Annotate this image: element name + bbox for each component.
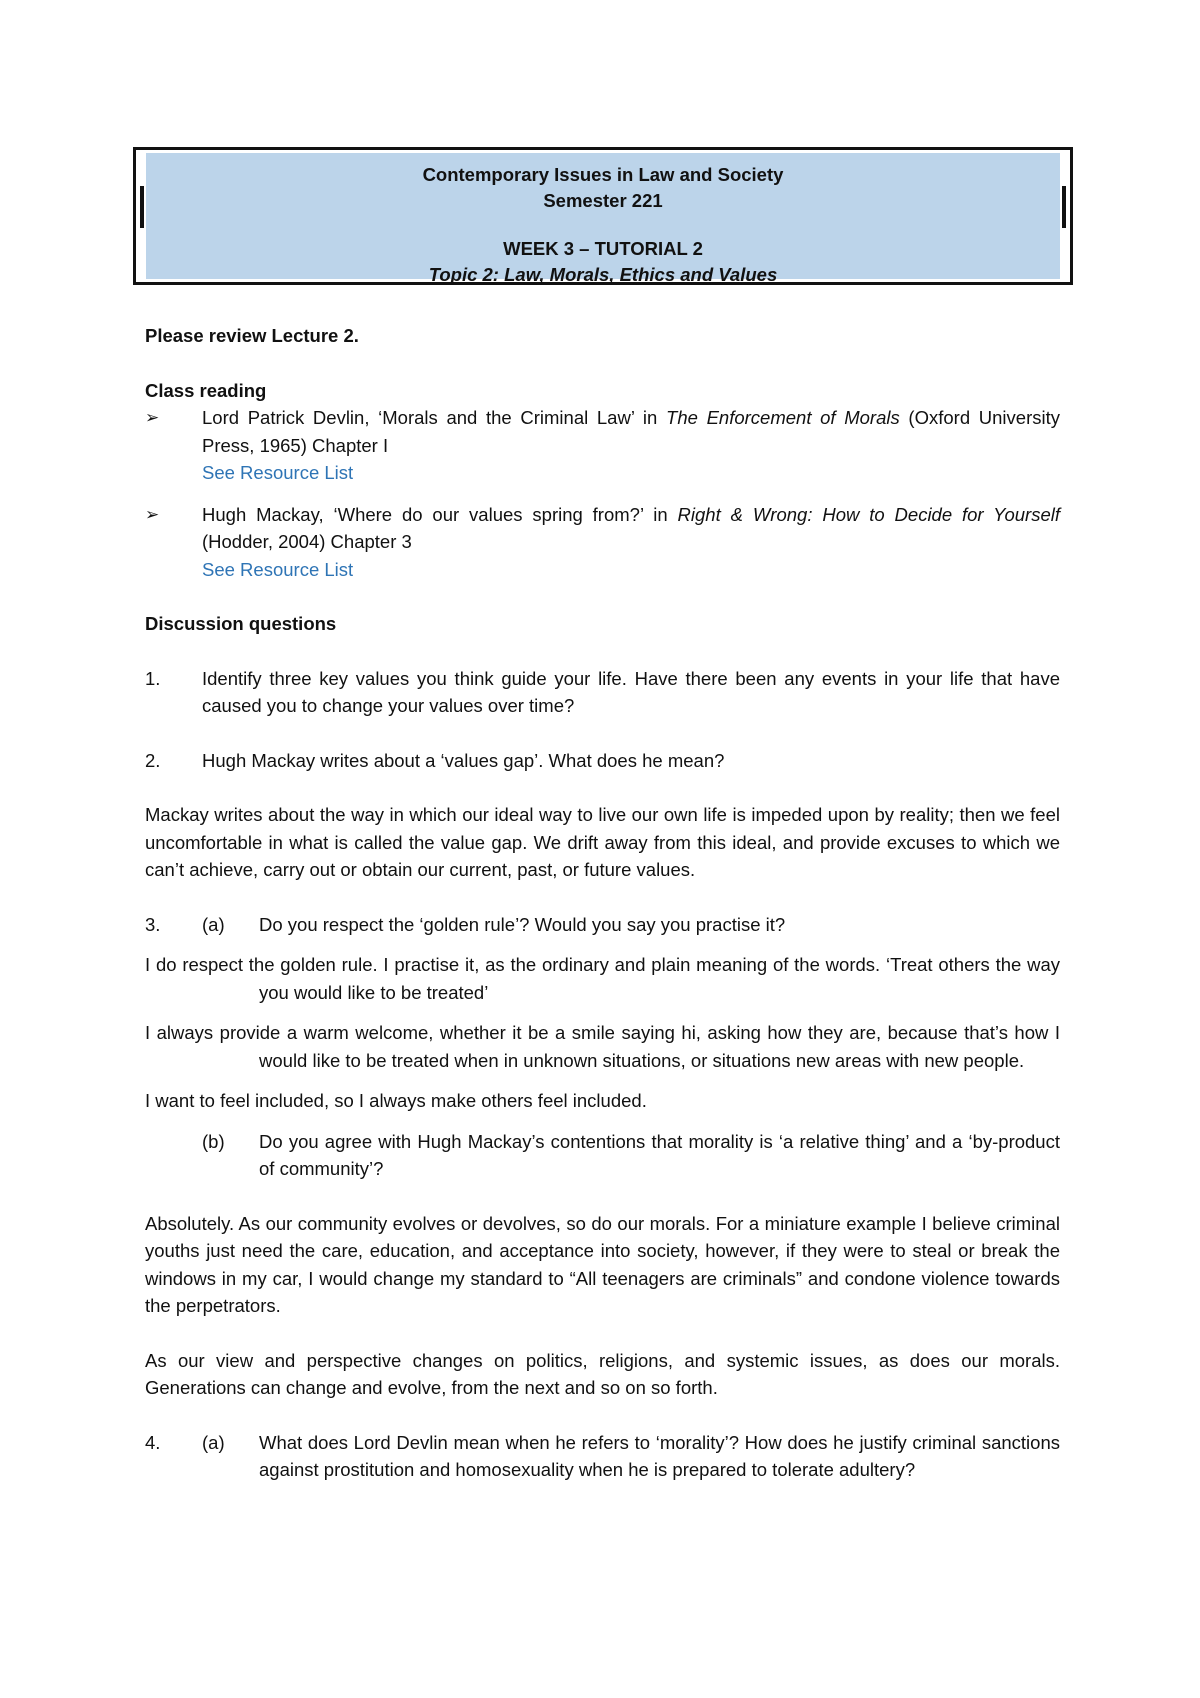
- resource-list-link[interactable]: See Resource List: [202, 558, 354, 580]
- reading-citation-tail: (Oxford University Press, 1965) Chapter I: [202, 407, 1060, 456]
- reading-citation-text: Lord Patrick Devlin, ‘Morals and the Criminal Law’ in: [202, 407, 667, 428]
- arrow-bullet-icon: ➢: [145, 408, 160, 427]
- header-left-rule: [140, 186, 144, 228]
- header-right-rule: [1062, 186, 1066, 228]
- reading-book-title: The Enforcement of Morals: [666, 407, 900, 428]
- reading-citation-text: Hugh Mackay, ‘Where do our values spring from?’ in: [202, 503, 678, 525]
- answer-3a-paragraph: I do respect the golden rule. I practise it, as the ordinary and plain meaning of the words. ‘Treat others the way you would like to be treated’: [145, 954, 1060, 1003]
- answer-3a-paragraph: I always provide a warm welcome, whether it be a smile saying hi, asking how they are, because that’s how I would like to be treated when in unknown situations, or situations new areas with new people.: [145, 1022, 1060, 1071]
- question-4a: [145, 1429, 1060, 1484]
- discussion-heading: Discussion questions: [145, 613, 337, 634]
- answer-3a-paragraph: I want to feel included, so I always make others feel included.: [145, 1090, 647, 1111]
- question-text: Identify three key values you think guide your life. Have there been any events in your life that have caused you to change your values over time?: [202, 667, 1060, 716]
- header-box: [133, 147, 1073, 285]
- question-number: 1.: [145, 667, 161, 689]
- class-reading-heading: Class reading: [145, 379, 267, 401]
- header-shading: [146, 153, 1060, 285]
- reading-item: [145, 501, 1060, 584]
- question-number: 4.: [145, 1431, 161, 1453]
- course-title: Contemporary Issues in Law and Society: [422, 164, 784, 185]
- question-number: 3.: [145, 913, 161, 935]
- topic-label: Topic 2: Law, Morals, Ethics and Values: [428, 264, 778, 285]
- reading-citation-tail: (Hodder, 2004) Chapter 3: [202, 531, 412, 552]
- question-1: [145, 665, 1060, 720]
- question-text: Do you respect the ‘golden rule’? Would you say you practise it?: [259, 913, 786, 935]
- question-number: 2.: [145, 749, 161, 771]
- answer-2: Mackay writes about the way in which our ideal way to live our own life is impeded upon by reality; then we feel uncomfortable in what is called the value gap. We drift away from this ideal, and provide excuses to which we can’t achieve, carry out or obtain our current, past, or future values.: [145, 804, 1060, 880]
- answer-3b-paragraph: Absolutely. As our community evolves or devolves, so do our morals. For a miniature example I believe criminal youths just need the care, education, and acceptance into society, however, if they were to steal or break the windows in my car, I would change my standard to “All teenagers are criminals” and condone violence towards the perpetrators.: [145, 1212, 1060, 1316]
- question-text: Hugh Mackay writes about a ‘values gap’. What does he mean?: [202, 749, 725, 771]
- reading-item: [145, 404, 1060, 487]
- document-body: [145, 322, 1060, 1484]
- reading-book-title: Right & Wrong: How to Decide for Yourself: [677, 503, 1060, 525]
- question-3b: [145, 1128, 1060, 1183]
- resource-list-link[interactable]: See Resource List: [202, 462, 354, 483]
- review-instruction: Please review Lecture 2.: [145, 325, 359, 346]
- question-3a: [145, 911, 1060, 939]
- question-text: Do you agree with Hugh Mackay’s contentions that morality is ‘a relative thing’ and a ‘by-product of community’?: [259, 1130, 1060, 1179]
- question-sub-label: (a): [202, 1431, 225, 1453]
- week-label: WEEK 3 – TUTORIAL 2: [503, 238, 703, 259]
- question-2: [145, 747, 1060, 775]
- semester-label: Semester 221: [543, 190, 663, 211]
- question-text: What does Lord Devlin mean when he refers to ‘morality’? How does he justify criminal sanctions against prostitution and homosexuality when he is prepared to tolerate adultery?: [259, 1431, 1060, 1480]
- arrow-bullet-icon: ➢: [145, 504, 160, 524]
- question-sub-label: (b): [202, 1130, 225, 1152]
- answer-3b-paragraph: As our view and perspective changes on politics, religions, and systemic issues, as does our morals. Generations can change and evolve, from the next and so on so forth.: [145, 1349, 1060, 1398]
- question-sub-label: (a): [202, 913, 225, 935]
